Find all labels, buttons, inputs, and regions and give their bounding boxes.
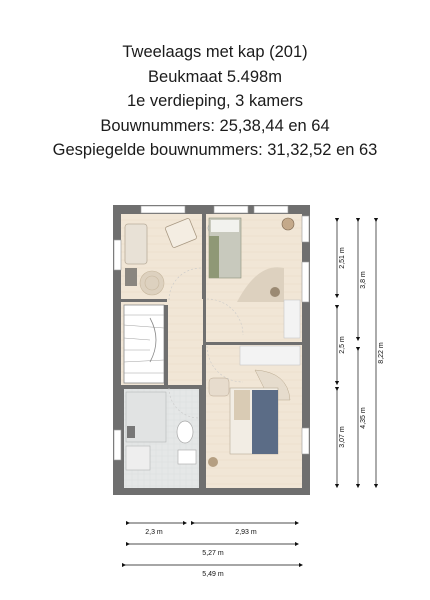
shelf <box>125 268 137 286</box>
dim-total-label: 8,22 m <box>378 342 385 364</box>
dim-combo-top-label: 3,8 m <box>360 271 367 289</box>
wardrobe-bottom <box>240 346 300 365</box>
dim-left-segment-label: 2,3 m <box>145 529 163 536</box>
dim-combo-bottom-label: 4,35 m <box>360 407 367 429</box>
staircase <box>124 305 168 385</box>
title-mirrored-bouwnummers: Gespiegelde bouwnummers: 31,32,52 en 63 <box>52 141 378 159</box>
dim-right-segment-label: 2,93 m <box>235 529 257 536</box>
duvet <box>252 390 278 454</box>
wardrobe <box>284 300 300 338</box>
round-rug <box>140 271 164 295</box>
wall-basket <box>282 218 294 230</box>
title-beukmaat: Beukmaat 5.498m <box>148 67 282 86</box>
lamp <box>208 457 218 467</box>
storage-basket <box>125 224 147 264</box>
dim-seg-bottom-label: 3,07 m <box>339 426 346 448</box>
stool <box>270 287 280 297</box>
title-floor: 1e verdieping, 3 kamers <box>126 92 304 110</box>
dim-outer-total-label: 5,49 m <box>202 571 224 578</box>
sink <box>178 450 196 464</box>
cabinet <box>126 446 150 470</box>
toilet <box>177 421 193 443</box>
dim-seg-top-label: 2,51 m <box>339 247 346 269</box>
towel-rack <box>127 426 135 438</box>
horizontal-dimension-labels <box>145 529 257 578</box>
nightstand <box>209 378 229 396</box>
dim-seg-middle-label: 2,5 m <box>339 336 346 354</box>
title-house-type: Tweelaags met kap (201) <box>122 43 308 61</box>
dim-inner-total-label: 5,27 m <box>202 550 224 557</box>
vertical-dimension-labels <box>339 247 385 448</box>
title-bouwnummers: Bouwnummers: 25,38,44 en 64 <box>100 116 330 135</box>
